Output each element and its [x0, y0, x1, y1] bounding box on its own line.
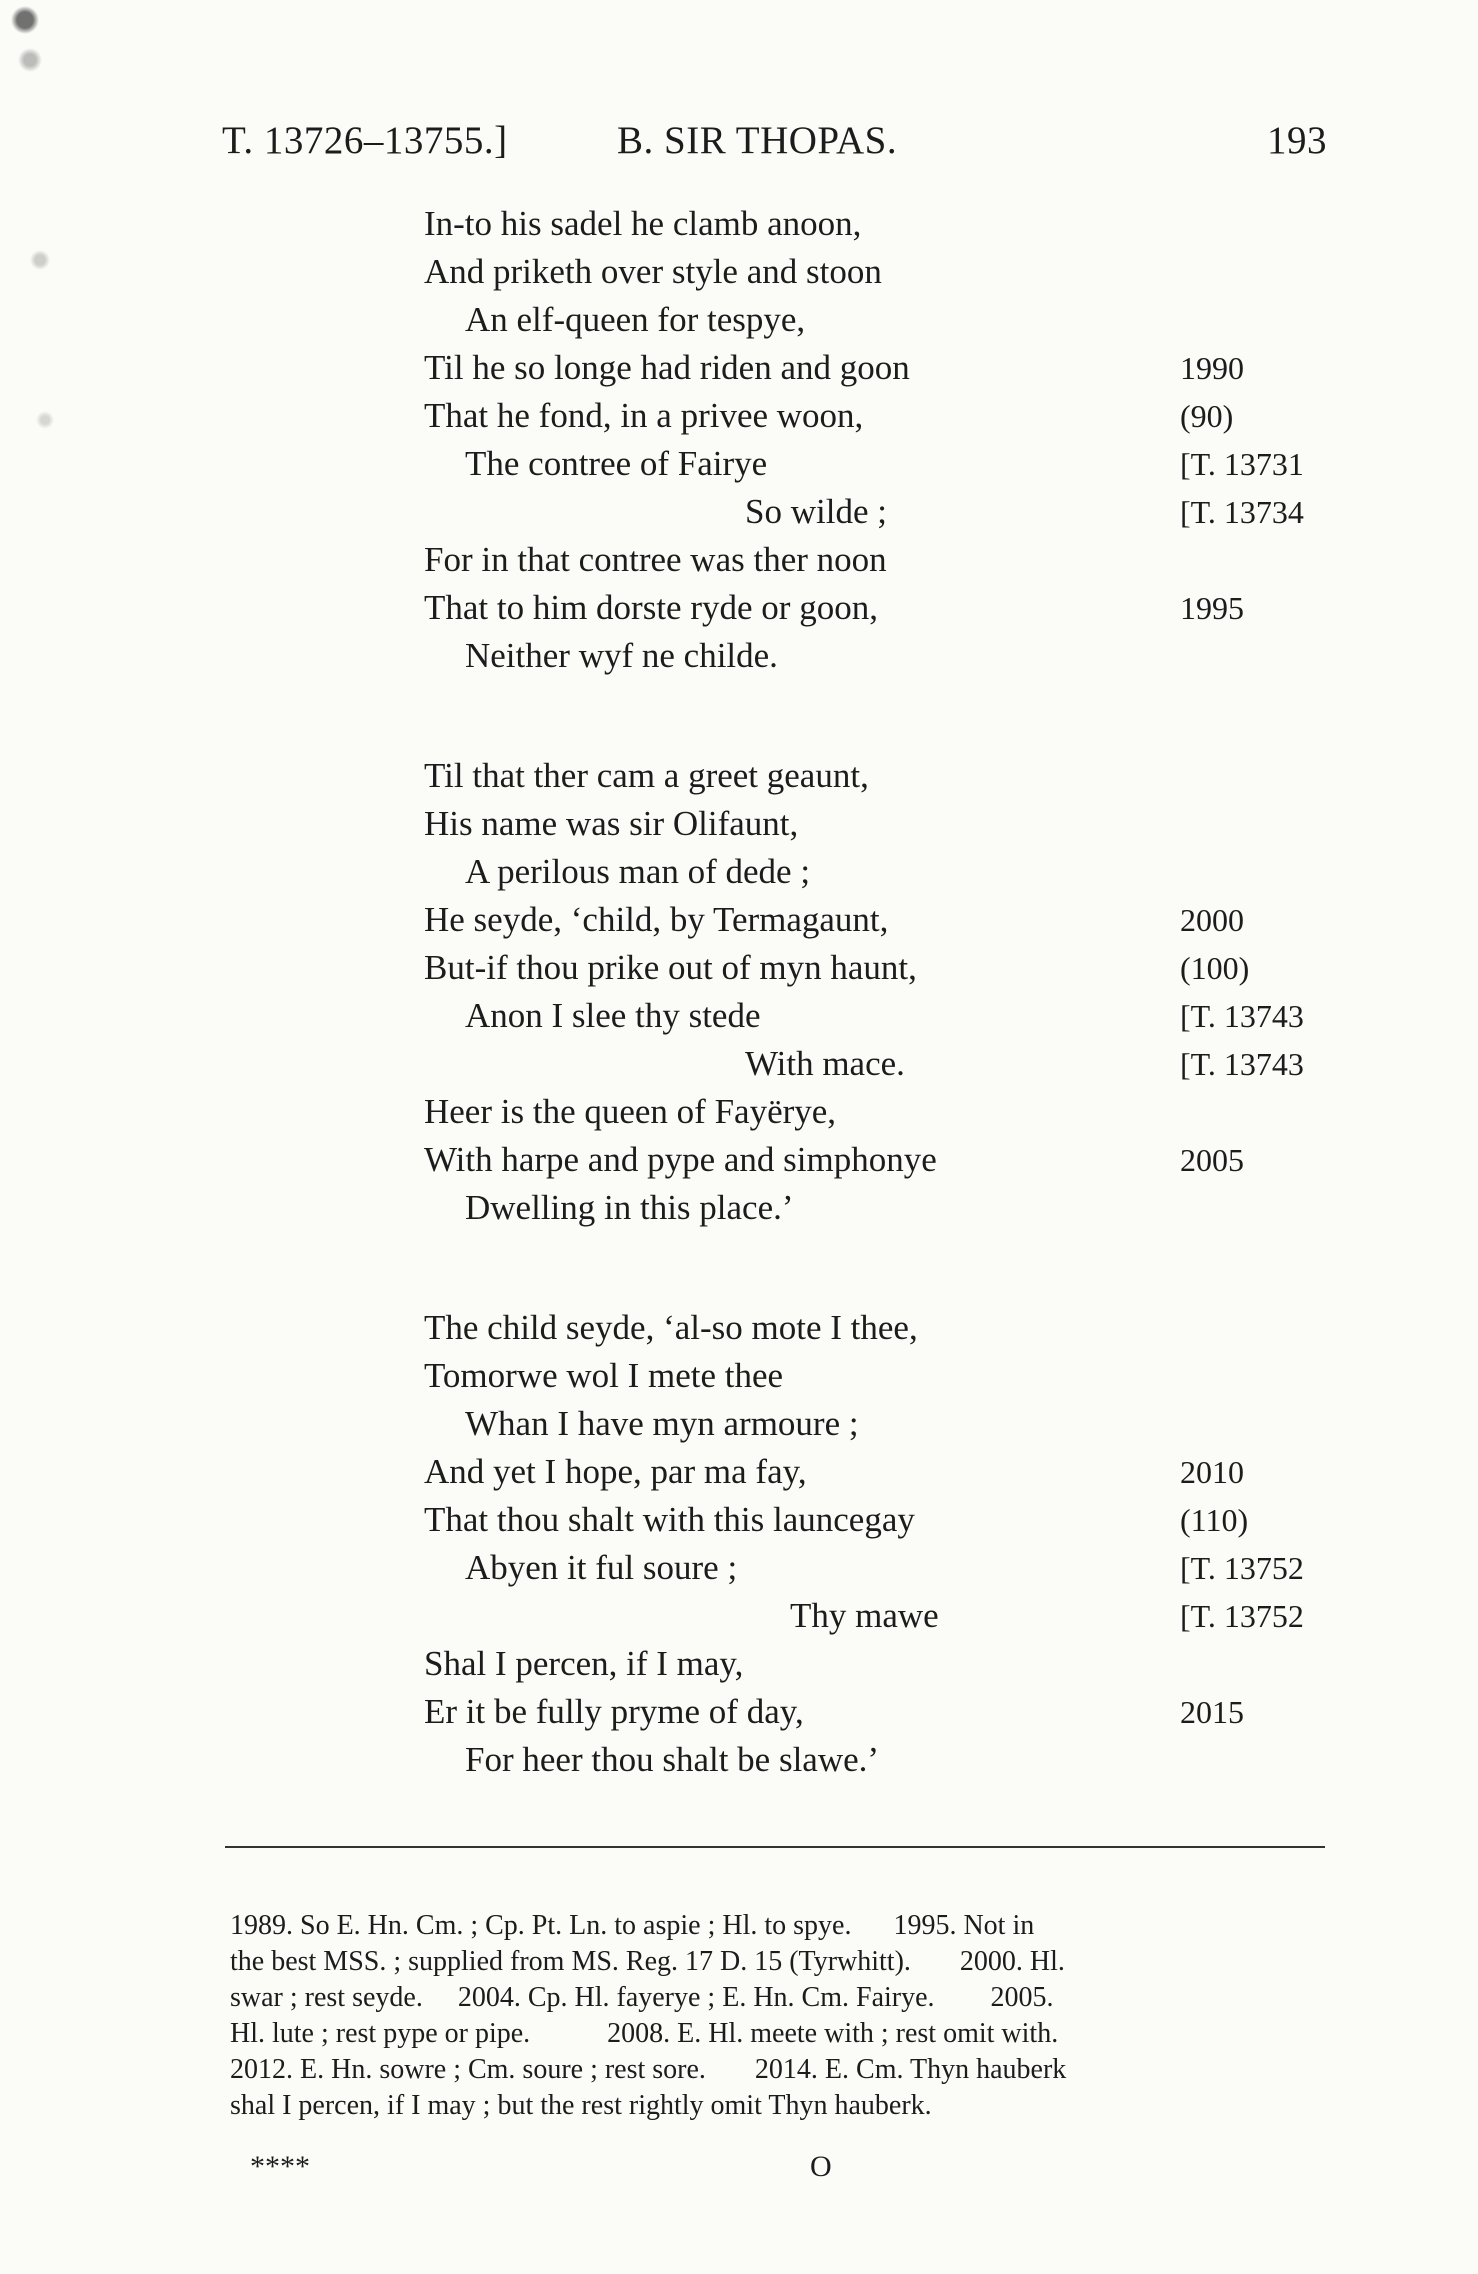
stanza — [0, 1304, 1478, 1784]
verse-line — [0, 1352, 1478, 1400]
footnote-line: shal I percen, if I may ; but the rest rightly omit Thyn hauberk. — [230, 2090, 932, 2121]
line-number: [T. 13752 — [1180, 1550, 1304, 1586]
line-number: [T. 13752 — [1180, 1598, 1304, 1634]
verse-text: Tomorwe wol I mete thee — [424, 1356, 784, 1395]
verse-line — [0, 752, 1478, 800]
verse-line — [0, 200, 1478, 248]
line-number: 2005 — [1180, 1142, 1244, 1178]
verse-line — [0, 440, 1478, 488]
verse-text: He seyde, ‘child, by Termagaunt, — [424, 900, 889, 939]
footnote-rule — [225, 1846, 1325, 1848]
line-number: 1990 — [1180, 350, 1244, 386]
stanza — [0, 200, 1478, 680]
verse-line — [0, 1136, 1478, 1184]
footnote-line: 1989. So E. Hn. Cm. ; Cp. Pt. Ln. to aspie ; Hl. to spye. 1995. Not in — [230, 1910, 1035, 1941]
verse-text: Whan I have myn armoure ; — [465, 1404, 859, 1443]
verse-text: With mace. — [745, 1044, 905, 1083]
page-number: 193 — [1267, 119, 1327, 162]
footnote-line: the best MSS. ; supplied from MS. Reg. 17 D. 15 (Tyrwhitt). 2000. Hl. — [230, 1946, 1065, 1977]
verse-line — [0, 632, 1478, 680]
verse-text: The child seyde, ‘al-so mote I thee, — [424, 1308, 918, 1347]
verse-text: Shal I percen, if I may, — [424, 1644, 744, 1683]
line-number: [T. 13743 — [1180, 998, 1304, 1034]
line-number: 1995 — [1180, 590, 1244, 626]
verse-line — [0, 248, 1478, 296]
verse-text: With harpe and pype and simphonye — [424, 1140, 937, 1179]
verse-text: That thou shalt with this launcegay — [424, 1500, 915, 1539]
verse-line — [0, 392, 1478, 440]
verse-text: An elf-queen for tespye, — [465, 300, 806, 339]
verse-text: Til he so longe had riden and goon — [424, 348, 910, 387]
verse-line — [0, 1088, 1478, 1136]
verse-text: The contree of Fairye — [465, 444, 768, 483]
verse-text: But-if thou prike out of myn haunt, — [424, 948, 917, 987]
verse-line — [0, 296, 1478, 344]
verse-text: Heer is the queen of Fayërye, — [424, 1092, 837, 1131]
verse-text: That to him dorste ryde or goon, — [424, 588, 878, 627]
verse-text: His name was sir Olifaunt, — [424, 804, 799, 843]
line-number: (100) — [1180, 950, 1250, 986]
line-number: 2015 — [1180, 1694, 1244, 1730]
line-number: [T. 13743 — [1180, 1046, 1304, 1082]
verse-line — [0, 1688, 1478, 1736]
verse-text: A perilous man of dede ; — [465, 852, 811, 891]
verse-text: Thy mawe — [790, 1596, 939, 1635]
verse-line — [0, 1592, 1478, 1640]
verse-line — [0, 1544, 1478, 1592]
verse-text: So wilde ; — [745, 492, 887, 531]
verse-line — [0, 1736, 1478, 1784]
verse-line — [0, 536, 1478, 584]
header-title: B. SIR THOPAS. — [617, 119, 898, 162]
verse-line — [0, 344, 1478, 392]
signature-stars: **** — [250, 2150, 310, 2183]
verse-text: In-to his sadel he clamb anoon, — [424, 204, 862, 243]
signature-letter: O — [810, 2150, 832, 2183]
verse-text: Neither wyf ne childe. — [465, 636, 778, 675]
verse-line — [0, 944, 1478, 992]
verse-line — [0, 848, 1478, 896]
verse-text: And yet I hope, par ma fay, — [424, 1452, 807, 1491]
verse-line — [0, 1184, 1478, 1232]
header-line-range: T. 13726–13755.] — [222, 119, 508, 162]
stanza — [0, 752, 1478, 1232]
verse-line — [0, 1304, 1478, 1352]
footnote-line: swar ; rest seyde. 2004. Cp. Hl. fayerye ; E. Hn. Cm. Fairye. 2005. — [230, 1982, 1054, 2013]
verse-text: For heer thou shalt be slawe.’ — [465, 1740, 880, 1779]
verse-line — [0, 896, 1478, 944]
line-number: (90) — [1180, 398, 1234, 434]
verse-text: Til that ther cam a greet geaunt, — [424, 756, 869, 795]
verse-line — [0, 584, 1478, 632]
verse-line — [0, 1640, 1478, 1688]
footnotes — [230, 1908, 1325, 2124]
footnote-line: 2012. E. Hn. sowre ; Cm. soure ; rest sore. 2014. E. Cm. Thyn hauberk — [230, 2054, 1067, 2085]
verse-text: Dwelling in this place.’ — [465, 1188, 794, 1227]
verse-text: For in that contree was ther noon — [424, 540, 887, 579]
line-number: 2000 — [1180, 902, 1244, 938]
verse-line — [0, 800, 1478, 848]
verse-text: Er it be fully pryme of day, — [424, 1692, 804, 1731]
line-number: [T. 13731 — [1180, 446, 1304, 482]
line-number: (110) — [1180, 1502, 1249, 1538]
verse-text: That he fond, in a privee woon, — [424, 396, 864, 435]
line-number: [T. 13734 — [1180, 494, 1304, 530]
verse-line — [0, 1496, 1478, 1544]
footnote-line: Hl. lute ; rest pype or pipe. 2008. E. Hl. meete with ; rest omit with. — [230, 2018, 1059, 2049]
verse-line — [0, 992, 1478, 1040]
verse-line — [0, 1400, 1478, 1448]
verse-line — [0, 488, 1478, 536]
verse-text: Abyen it ful soure ; — [465, 1548, 738, 1587]
line-number: 2010 — [1180, 1454, 1244, 1490]
running-header — [222, 118, 1327, 168]
verse-text: Anon I slee thy stede — [465, 996, 761, 1035]
verse-line — [0, 1448, 1478, 1496]
verse-text: And priketh over style and stoon — [424, 252, 882, 291]
verse-line — [0, 1040, 1478, 1088]
